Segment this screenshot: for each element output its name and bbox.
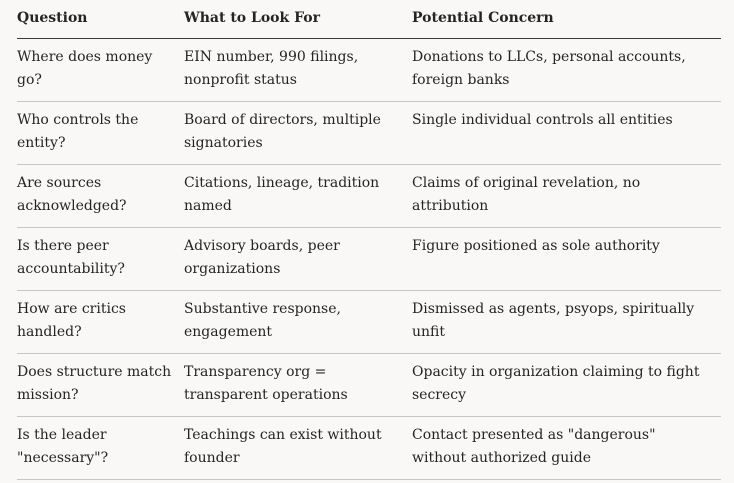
- cell-look-for: Substantive response, engagement: [184, 301, 341, 340]
- cell-look-for: Board of directors, multiple signatories: [184, 112, 381, 151]
- table-row: [17, 165, 721, 228]
- header-concern: Potential Concern: [412, 10, 554, 26]
- table-row: [17, 39, 721, 102]
- table-row: [17, 228, 721, 291]
- table-header-row: [17, 0, 721, 39]
- table-row: [17, 417, 721, 480]
- cell-question: Does structure match mission?: [17, 364, 172, 403]
- comparison-table: [17, 0, 721, 480]
- cell-concern: Opacity in organization claiming to fight secrecy: [412, 364, 700, 403]
- cell-question: Who controls the entity?: [17, 112, 139, 151]
- header-look-for: What to Look For: [184, 10, 320, 26]
- cell-look-for: Teachings can exist without founder: [184, 427, 382, 466]
- cell-concern: Contact presented as "dangerous" without authorized guide: [412, 427, 656, 466]
- cell-concern: Figure positioned as sole authority: [412, 238, 660, 254]
- header-question: Question: [17, 10, 88, 26]
- cell-look-for: EIN number, 990 filings, nonprofit status: [184, 49, 359, 88]
- cell-look-for: Transparency org = transparent operations: [184, 364, 348, 403]
- table-row: [17, 291, 721, 354]
- cell-question: Is the leader "necessary"?: [17, 427, 109, 466]
- cell-question: Are sources acknowledged?: [17, 175, 127, 214]
- cell-concern: Dismissed as agents, psyops, spiritually unfit: [412, 301, 695, 340]
- cell-question: Is there peer accountability?: [17, 238, 125, 277]
- cell-question: Where does money go?: [17, 49, 153, 88]
- table-row: [17, 354, 721, 417]
- cell-concern: Claims of original revelation, no attribution: [412, 175, 641, 214]
- table-row: [17, 102, 721, 165]
- cell-question: How are critics handled?: [17, 301, 126, 340]
- cell-look-for: Advisory boards, peer organizations: [184, 238, 340, 277]
- cell-concern: Donations to LLCs, personal accounts, foreign banks: [412, 49, 686, 88]
- cell-look-for: Citations, lineage, tradition named: [184, 175, 380, 214]
- cell-concern: Single individual controls all entities: [412, 112, 673, 128]
